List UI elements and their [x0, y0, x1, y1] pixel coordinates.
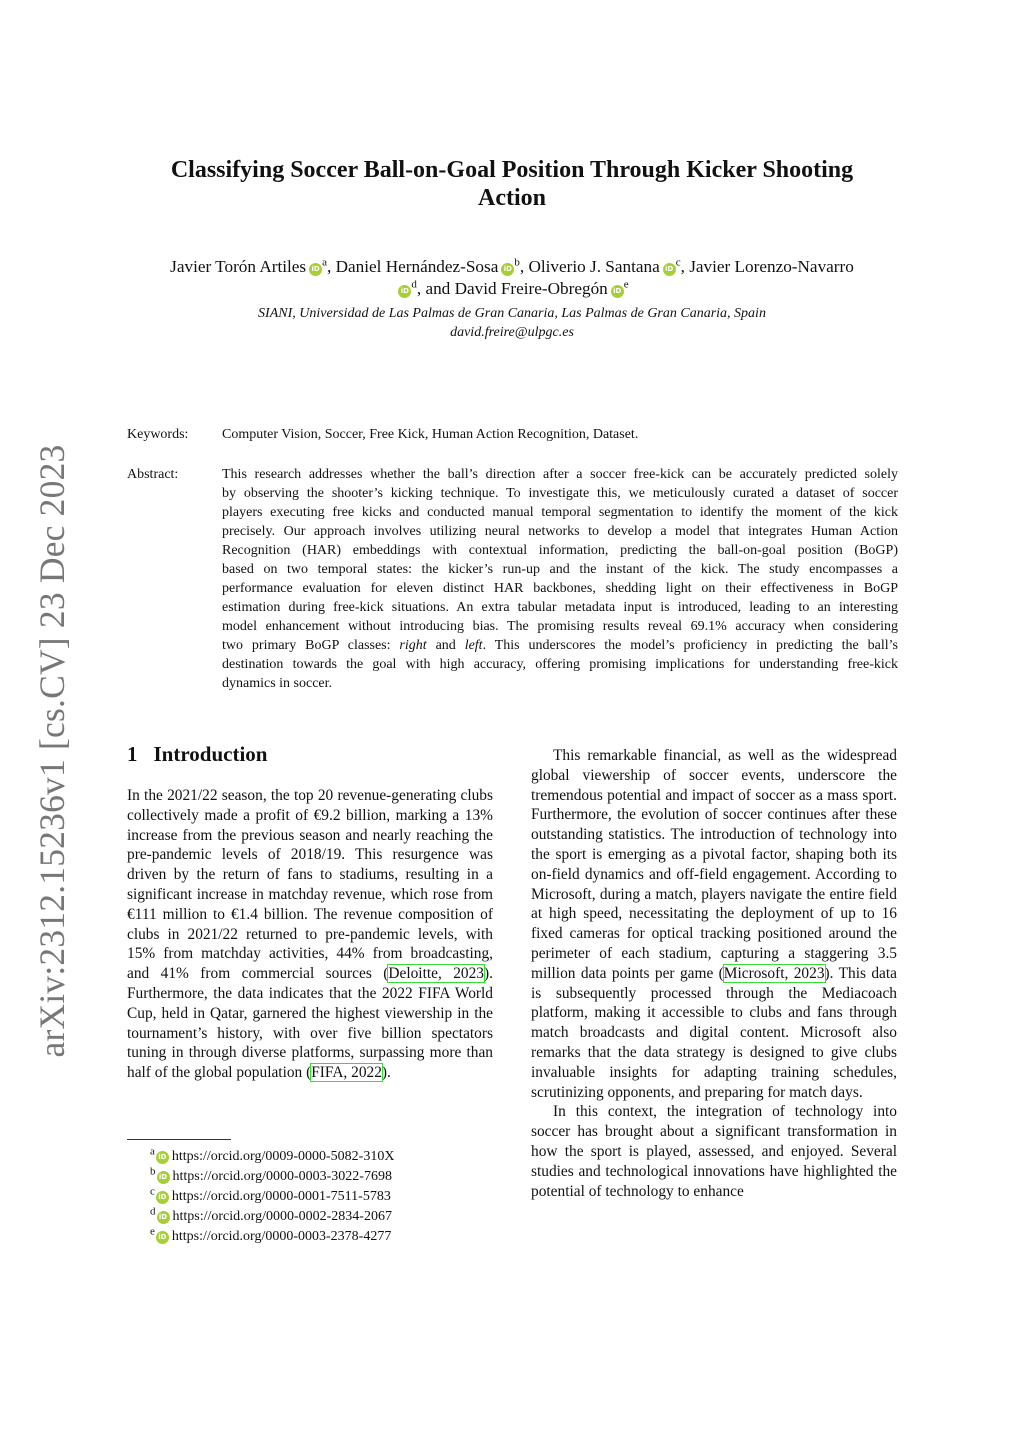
paragraph-text: In the 2021/22 season, the top 20 revenue-generating clubs collectively made a profit of €9.2 billion, marking a 13% increase from the previous season and nearly reaching the pre-pandemic levels of 2018/19. This resurgence was driven by the return of fans to stadiums, resulting in a significant increase in matchday revenue, which rose from €111 million to €1.4 billion. The revenue composition of clubs in 2021/22 returned to pre-pandemic levels, with 15% from matchday activities, 44% from broadcasting, and 41% from commercial sources (: [127, 787, 493, 983]
paragraph-text: ).: [381, 1064, 391, 1082]
affiliation-mark: a: [322, 256, 328, 269]
orcid-icon[interactable]: iD: [663, 263, 676, 276]
footnote-mark: d: [150, 1205, 156, 1218]
institution: SIANI, Universidad de Las Palmas de Gran Canaria, Las Palmas de Gran Canaria, Spain: [258, 306, 766, 321]
author-list: Javier Torón Artiles $iD^a$, Daniel Hernández-Sosa $iD^b$, Oliverio J. Santana $iD^c$, Javier Lorenzo-Navarro $iD^d$, and David Freire-Obregón $iD^e$: [170, 256, 854, 298]
abstract-line: Recognition (HAR) embeddings with contextual information, predicting the ball-on-goal position (BoGP): [222, 543, 898, 558]
abstract-line: [222, 636, 898, 655]
citation-link[interactable]: Deloitte, 2023: [388, 965, 485, 983]
class-right: right: [399, 638, 427, 653]
orcid-url[interactable]: https://orcid.org/0000-0001-7511-5783: [171, 1189, 391, 1204]
footnote: [150, 1167, 510, 1187]
abstract-fragment: . This underscores the model’s proficiency in predicting the ball’s: [482, 638, 898, 653]
paragraph-text: This remarkable financial, as well as the widespread global viewership of soccer events, underscore the tremendous potential and impact of soccer as a mass sport. Furthermore, the evolution of soccer continues after these outstanding statistics. The introduction of technology into the sport is emerging as a pivotal factor, shaping both its on-field dynamics and off-field engagement. According to Microsoft, during a match, players navigate the entire field at high speed, necessitating the deployment of up to 16 fixed cameras for optical tracking positioned around the perimeter of each stadium, capturing a staggering 3.5 million data points per game (: [531, 747, 897, 982]
affiliation-mark: d: [411, 278, 417, 291]
section-number: 1: [127, 742, 138, 766]
orcid-url[interactable]: https://orcid.org/0000-0002-2834-2067: [172, 1209, 392, 1224]
right-column: [531, 746, 897, 1201]
abstract-line: by observing the shooter’s kicking technique. To investigate this, we meticulously curated a dataset of soccer: [222, 486, 898, 501]
footnote-mark: b: [150, 1165, 156, 1178]
affiliation-mark: e: [623, 278, 629, 291]
abstract-label: Abstract:: [127, 467, 179, 482]
arxiv-identifier: arXiv:2312.15236v1 [cs.CV] 23 Dec 2023: [32, 444, 72, 1058]
abstract-line: precisely. Our approach involves utilizing neural networks to develop a model that integrates Human Action: [222, 524, 898, 539]
left-column: [127, 786, 493, 1083]
orcid-icon[interactable]: iD: [398, 285, 411, 298]
footnotes: [150, 1147, 510, 1247]
abstract-line: destination towards the goal with high accuracy, offering promising implications for understanding free-kick: [222, 657, 898, 672]
footnote-mark: a: [150, 1145, 155, 1158]
orcid-icon: iD: [156, 1231, 169, 1244]
abstract-fragment: two primary BoGP classes:: [222, 638, 391, 653]
orcid-url[interactable]: https://orcid.org/0000-0003-3022-7698: [172, 1169, 392, 1184]
footnote-mark: e: [150, 1225, 155, 1238]
author-name: Javier Lorenzo-Navarro: [689, 257, 854, 276]
author-name: Daniel Hernández-Sosa: [335, 257, 499, 276]
abstract-line: players executing free kicks and conducted manual temporal segmentation to identify the moment of the kick: [222, 505, 898, 520]
abstract-body: [222, 465, 898, 693]
orcid-icon[interactable]: iD: [611, 285, 624, 298]
orcid-icon: iD: [157, 1211, 170, 1224]
orcid-url[interactable]: https://orcid.org/0000-0003-2378-4277: [171, 1229, 392, 1244]
author-name: Oliverio J. Santana: [528, 257, 660, 276]
affiliation-mark: c: [675, 256, 681, 269]
conjunction: and: [425, 279, 451, 298]
orcid-icon: iD: [156, 1191, 169, 1204]
paragraph-text: ). Furthermore, the data indicates that the 2022 FIFA World Cup, held in Qatar, garnered the highest viewership in the tournament’s history, with over five billion spectators tuning in through diverse platforms, surpassing more than half of the global population (: [127, 965, 493, 1082]
orcid-icon: iD: [157, 1171, 170, 1184]
arxiv-sidebar: [30, 444, 74, 1058]
affiliation-block: [120, 304, 904, 342]
keywords-label: Keywords:: [127, 427, 189, 442]
contact-email[interactable]: david.freire@ulpgc.es: [450, 325, 574, 340]
orcid-icon: iD: [156, 1151, 169, 1164]
keywords-text: Computer Vision, Soccer, Free Kick, Human Action Recognition, Dataset.: [222, 427, 639, 442]
footnote-divider: [127, 1139, 231, 1140]
footnote: [150, 1207, 510, 1227]
paragraph-text: ). This data is subsequently processed through the Mediacoach platform, making it accessible to clubs and fans through match broadcasts and digital content. Microsoft also remarks that the data strategy is designed to give clubs invaluable insights for adapting training schedules, scrutinizing opponents, and preparing for match days.: [531, 964, 897, 1101]
orcid-icon[interactable]: iD: [309, 263, 322, 276]
abstract-line: performance evaluation for eleven distinct HAR backbones, shedding light on their effectiveness in BoGP: [222, 581, 898, 596]
affiliation-mark: b: [514, 256, 520, 269]
author-name: Javier Torón Artiles: [170, 257, 307, 276]
citation-link[interactable]: Microsoft, 2023: [723, 964, 825, 982]
footnote: [150, 1147, 510, 1167]
citation-link[interactable]: FIFA, 2022: [311, 1064, 382, 1082]
paper-title: Classifying Soccer Ball-on-Goal Position Through Kicker Shooting Action: [170, 157, 854, 211]
paragraph: [127, 786, 493, 1083]
abstract-line: model enhancement without introducing bias. The promising results reveal 69.1% accuracy when considering: [222, 619, 898, 634]
paragraph: [531, 746, 897, 1102]
footnote: [150, 1187, 510, 1207]
orcid-icon[interactable]: iD: [501, 263, 514, 276]
paragraph: In this context, the integration of technology into soccer has brought about a significant transformation in how the sport is played, assessed, and enjoyed. Several studies and technological innovations have highlighted the potential of technology to enhance: [531, 1103, 897, 1200]
abstract-line: estimation during free-kick situations. An extra tabular metadata input is introduced, leading to an interesting: [222, 600, 898, 615]
orcid-url[interactable]: https://orcid.org/0009-0000-5082-310X: [171, 1149, 395, 1164]
footnote-mark: c: [150, 1185, 155, 1198]
class-left: left: [464, 638, 483, 653]
section-title: Introduction: [153, 742, 268, 766]
abstract-line: This research addresses whether the ball’s direction after a soccer free-kick can be accurately predicted solely: [222, 467, 898, 482]
footnote: [150, 1227, 510, 1247]
abstract-line: based on two temporal states: the kicker’s run-up and the instant of the kick. The study encompasses a: [222, 562, 898, 577]
abstract-line: dynamics in soccer.: [222, 676, 333, 691]
abstract-fragment: and: [435, 638, 456, 653]
section-heading: [127, 741, 267, 767]
author-name: David Freire-Obregón: [454, 279, 608, 298]
